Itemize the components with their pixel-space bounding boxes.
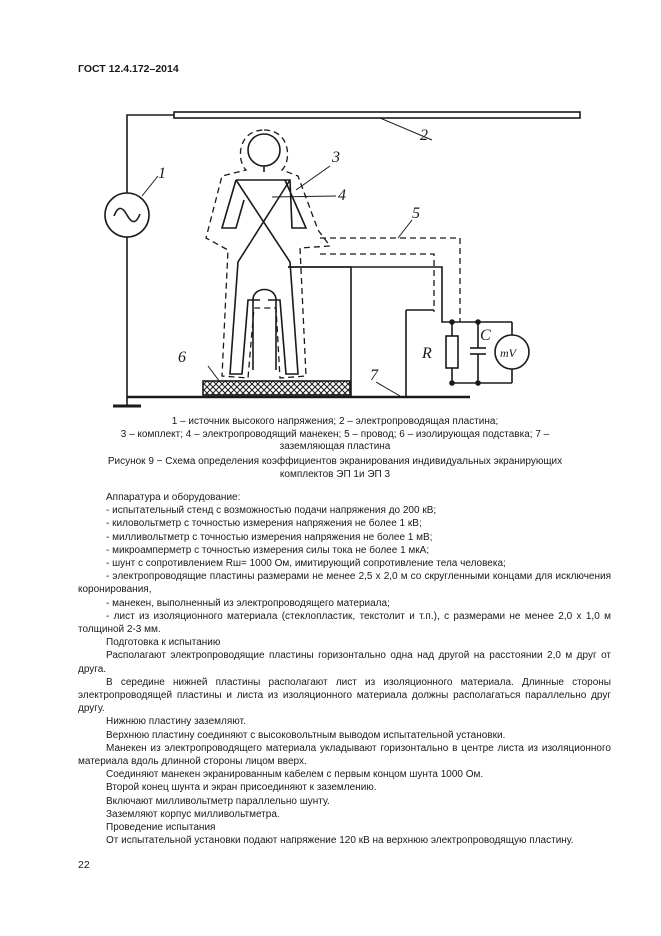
label-mv: mV bbox=[500, 346, 516, 360]
list-item: - микроамперметр с точностью измерения силы тока не более 1 мкА; bbox=[106, 544, 430, 556]
figure-legend bbox=[80, 416, 590, 454]
paragraph: Соединяют манекен экранированным кабелем с первым концом шунта 1000 Ом. bbox=[106, 769, 484, 781]
list-item: - киловольтметр с точностью измерения напряжения не более 1 кВ; bbox=[106, 518, 422, 530]
document-header: ГОСТ 12.4.172–2014 bbox=[78, 63, 179, 75]
figure-title-line: Рисунок 9 − Схема определения коэффициентов экранирования индивидуальных экранирующих bbox=[107, 456, 563, 467]
shielded-cable bbox=[320, 238, 460, 322]
list-item: - милливольтметр с точностью измерения напряжения не более 1 мВ; bbox=[106, 531, 433, 543]
section-heading: Подготовка к испытанию bbox=[106, 637, 221, 649]
label-c: C bbox=[480, 327, 491, 344]
shield-suit bbox=[206, 130, 330, 378]
insulating-stand bbox=[203, 381, 350, 395]
label-3: 3 bbox=[332, 149, 340, 166]
label-6: 6 bbox=[178, 349, 186, 366]
paragraph: Нижнюю пластину заземляют. bbox=[106, 716, 246, 728]
upper-plate bbox=[174, 112, 580, 118]
label-4: 4 bbox=[338, 187, 346, 204]
figure-title-line: комплектов ЭП 1и ЭП 3 bbox=[279, 468, 391, 480]
legend-line: заземляющая пластина bbox=[279, 441, 391, 452]
circuit-figure bbox=[0, 0, 661, 420]
source-wire bbox=[127, 115, 174, 193]
body-text bbox=[78, 491, 611, 847]
label-7: 7 bbox=[370, 367, 378, 384]
label-5: 5 bbox=[412, 205, 420, 222]
list-item: - испытательный стенд с возможностью подачи напряжения до 200 кВ; bbox=[106, 505, 437, 517]
paragraph: Включают милливольтметр параллельно шунту. bbox=[106, 795, 330, 807]
paragraph: Располагают электропроводящие пластины горизонтально одна над другой на расстоянии 2,0 м друг от друга. bbox=[78, 650, 611, 675]
shunt-resistor bbox=[446, 336, 458, 368]
paragraph: Аппаратура и оборудование: bbox=[106, 492, 241, 503]
paragraph: Верхнюю пластину соединяют с высоковольтным выводом испытательной установки. bbox=[106, 729, 506, 741]
mannequin bbox=[222, 134, 306, 374]
legend-line: 1 – источник высокого напряжения; 2 – электропроводящая пластина; bbox=[171, 416, 499, 427]
paragraph: Заземляют корпус милливольтметра. bbox=[106, 808, 280, 820]
page-number: 22 bbox=[78, 859, 90, 871]
list-item: - лист из изоляционного материала (стеклопластик, текстолит и т.п.), с размерами не менее 2,0 х 1,0 м толщиной 2-3 мм. bbox=[78, 610, 611, 636]
figure-title bbox=[80, 456, 590, 481]
paragraph: Второй конец шунта и экран присоединяют к заземлению. bbox=[106, 782, 377, 794]
paragraph: От испытательной установки подают напряжение 120 кВ на верхнюю электропроводящую пластину. bbox=[106, 835, 574, 847]
mannequin-wire bbox=[288, 267, 351, 397]
label-1: 1 bbox=[158, 165, 166, 182]
label-r: R bbox=[422, 345, 432, 362]
label-2: 2 bbox=[420, 127, 428, 144]
list-item: - шунт с сопротивлением Rш= 1000 Ом, имитирующий сопротивление тела человека; bbox=[106, 558, 506, 570]
paragraph: Манекен из электропроводящего материала укладывают горизонтально в центре листа из изоляционного материала вдоль длинной стороны лицом вверх. bbox=[78, 742, 611, 768]
section-heading: Проведение испытания bbox=[106, 822, 216, 834]
paragraph: В середине нижней пластины располагают лист из изоляционного материала. Длинные стороны электропроводящей пластины и листа из изоляционного материала должны располагаться параллельно друг другу. bbox=[78, 676, 611, 715]
legend-line: 3 – комплект; 4 – электропроводящий манекен; 5 – провод; 6 – изолирующая подставка; 7 – bbox=[120, 428, 550, 440]
list-item: - электропроводящие пластины размерами не менее 2,5 х 2,0 м со скругленными концами для исключения коронирования, bbox=[78, 571, 611, 596]
list-item: - манекен, выполненный из электропроводящего материала; bbox=[106, 597, 390, 609]
